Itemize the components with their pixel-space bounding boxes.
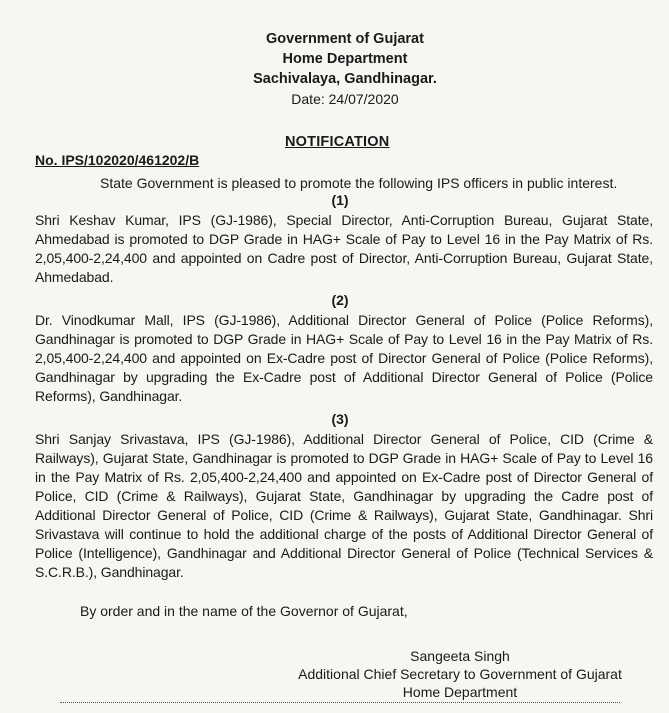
- header-government: Government of Gujarat: [266, 31, 424, 47]
- reference-number: No. IPS/102020/461202/B: [35, 152, 200, 168]
- header-date: Date: 24/07/2020: [291, 91, 399, 107]
- header-department: Home Department: [282, 51, 408, 67]
- item-number-3: (3): [331, 411, 349, 427]
- item-number-1: (1): [331, 192, 349, 208]
- header-address: Sachivalaya, Gandhinagar.: [253, 71, 437, 87]
- intro-text: State Government is pleased to promote the following IPS officers in public interest.: [100, 175, 618, 191]
- item-text-1: Shri Keshav Kumar, IPS (GJ-1986), Special Director, Anti-Corruption Bureau, Gujarat State, Ahmedabad is promoted to DGP Grade in HAG+ Scale of Pay to Level 16 in the Pay Matrix of Rs. 2,05,400-2,24,400 and appointed on Cadre post of Director, Anti-Corruption Bureau, Gujarat State, Ahmedabad.: [35, 212, 653, 285]
- closing-line: By order and in the name of the Governor of Gujarat,: [80, 603, 408, 619]
- signatory-name: Sangeeta Singh: [410, 648, 510, 664]
- signatory-designation: Additional Chief Secretary to Government of Gujarat: [298, 666, 622, 682]
- signatory-department: Home Department: [402, 684, 518, 700]
- item-text-3: Shri Sanjay Srivastava, IPS (GJ-1986), Additional Director General of Police, CID (Crime & Railways), Gujarat State, Gandhinagar is promoted to DGP Grade in HAG+ Scale of Pay to Level 16 in the Pay Matrix of Rs. 2,05,400-2,24,400 and appointed on Ex-Cadre post of Director General of Police, CID (Crime & Railways), Gujarat State, Gandhinagar by upgrading the Cadre post of Additional Director General of Police, CID (Crime & Railways), Gujarat State, Gandhinagar. Shri Srivastava will continue to hold the additional charge of the posts of Additional Director General of Police (Intelligence), Gandhinagar and Additional Director General of Police (Technical Services & S.C.R.B.), Gandhinagar.: [35, 431, 653, 580]
- page-title: NOTIFICATION: [285, 134, 390, 150]
- item-text-2: Dr. Vinodkumar Mall, IPS (GJ-1986), Additional Director General of Police (Police Reforms), Gandhinagar is promoted to DGP Grade in HAG+ Scale of Pay to Level 16 in the Pay Matrix of Rs. 2,05,400-2,24,400 and appointed on Ex-Cadre post of Director General of Police (Police Reforms), Gandhinagar by upgrading the Ex-Cadre post of Additional Director General of Police (Police Reforms), Gandhinagar.: [35, 312, 653, 404]
- dotted-divider: [60, 702, 620, 703]
- item-number-2: (2): [331, 292, 349, 308]
